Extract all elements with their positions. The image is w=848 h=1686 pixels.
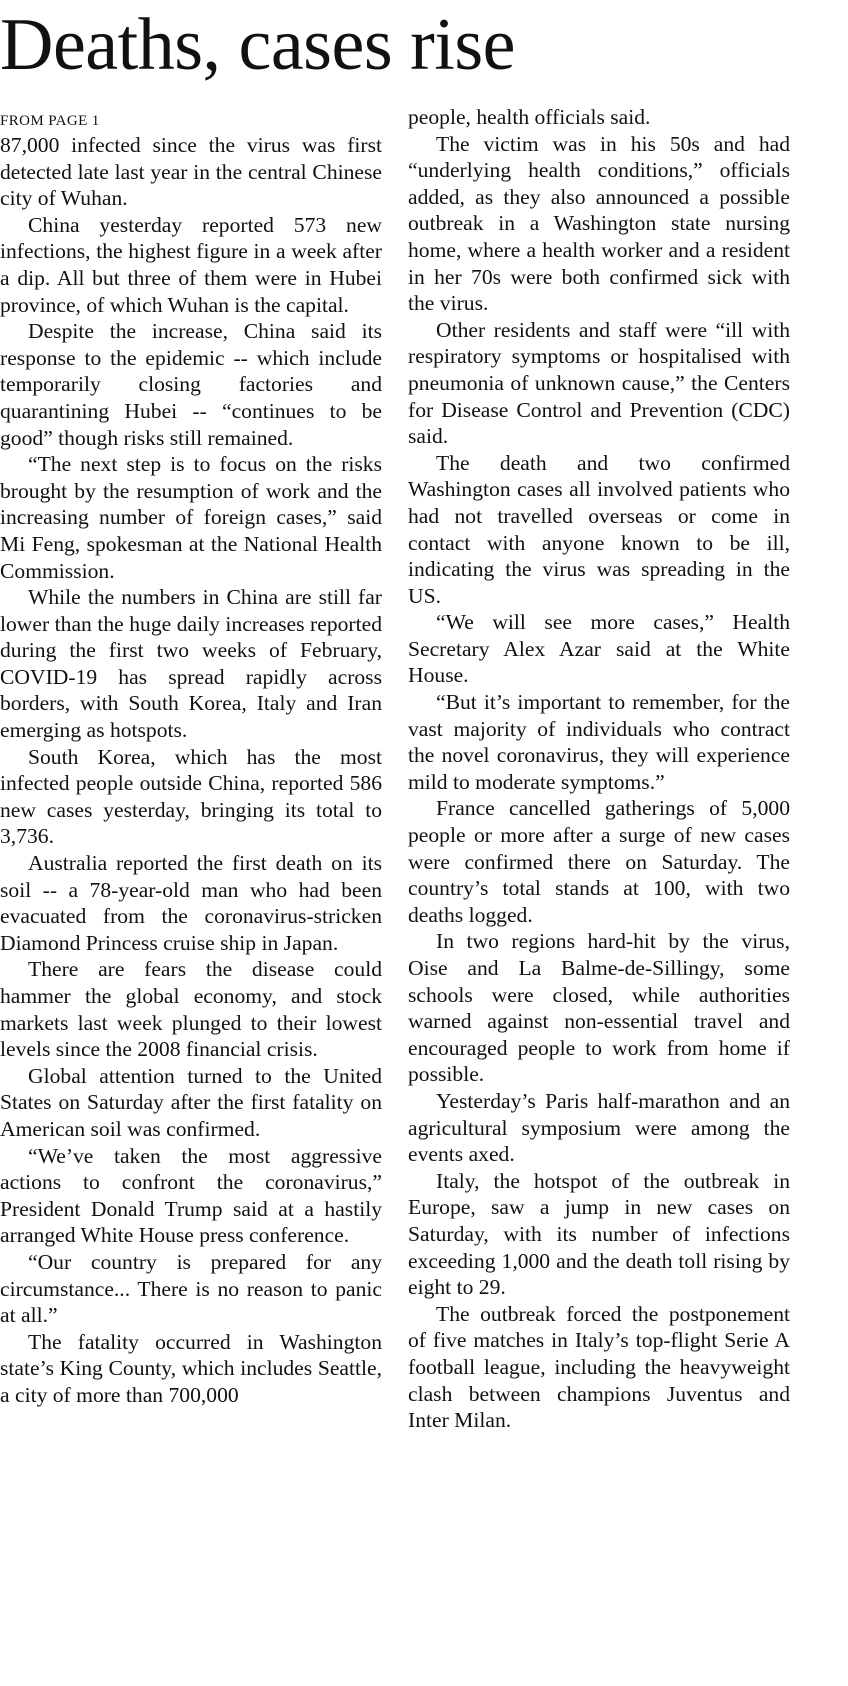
- from-page-kicker: FROM PAGE 1: [0, 113, 100, 129]
- paragraph: The fatality occurred in Washington state’s King County, which includes Seattle, a city of more than 700,000: [0, 1329, 382, 1407]
- paragraph: The death and two confirmed Washington cases all involved patients who had not travelled overseas or come in contact with anyone known to be ill, indicating the virus was spreading in the US.: [408, 450, 790, 608]
- paragraph: France cancelled gatherings of 5,000 people or more after a surge of new cases were confirmed there on Saturday. The country’s total stands at 100, with two deaths logged.: [408, 796, 790, 927]
- paragraph: Other residents and staff were “ill with respiratory symptoms or hospitalised with pneumonia of unknown cause,” the Centers for Disease Control and Prevention (CDC) said.: [408, 317, 790, 449]
- paragraph: “We’ve taken the most aggressive actions to confront the coronavirus,” President Donald Trump said at a hastily arranged White House press conference.: [0, 1143, 382, 1248]
- paragraph: There are fears the disease could hammer the global economy, and stock markets last week plunged to their lowest levels since the 2008 financial crisis.: [0, 957, 382, 1062]
- paragraph: Australia reported the first death on its soil -- a 78-year-old man who had been evacuated from the coronavirus-stricken Diamond Princess cruise ship in Japan.: [0, 851, 382, 955]
- paragraph: Global attention turned to the United States on Saturday after the first fatality on American soil was confirmed.: [0, 1063, 382, 1141]
- paragraph: Italy, the hotspot of the outbreak in Europe, saw a jump in new cases on Saturday, with its number of infections exceeding 1,000 and the death toll rising by eight to 29.: [408, 1168, 790, 1300]
- paragraph: The outbreak forced the postponement of five matches in Italy’s top-flight Serie A football league, including the heavyweight clash between champions Juventus and Inter Milan.: [408, 1301, 790, 1433]
- paragraph: “But it’s important to remember, for the vast majority of individuals who contract the novel coronavirus, they will experience mild to moderate symptoms.”: [408, 690, 790, 794]
- paragraph: China yesterday reported 573 new infections, the highest figure in a week after a dip. All but three of them were in Hubei province, of which Wuhan is the capital.: [0, 212, 382, 317]
- paragraph: 87,000 infected since the virus was first detected late last year in the central Chinese city of Wuhan.: [0, 133, 382, 211]
- paragraph: “The next step is to focus on the risks brought by the resumption of work and the increasing number of foreign cases,” said Mi Feng, spokesman at the National Health Commission.: [0, 452, 382, 583]
- right-column: [408, 104, 790, 1434]
- paragraph: In two regions hard-hit by the virus, Oise and La Balme-de-Sillingy, some schools were closed, while authorities warned against non-essential travel and encouraged people to work from home if possible.: [408, 929, 790, 1087]
- headline: Deaths, cases rise: [0, 4, 515, 86]
- paragraph: people, health officials said.: [408, 105, 651, 129]
- left-column: [0, 104, 382, 1409]
- paragraph: “We will see more cases,” Health Secretary Alex Azar said at the White House.: [408, 610, 790, 688]
- paragraph: Despite the increase, China said its response to the epidemic -- which include temporarily closing factories and quarantining Hubei -- “continues to be good” though risks still remained.: [0, 319, 382, 450]
- paragraph: The victim was in his 50s and had “underlying health conditions,” officials added, as they also announced a possible outbreak in a Washington state nursing home, where a health worker and a resident in her 70s were both confirmed sick with the virus.: [408, 131, 790, 316]
- paragraph: South Korea, which has the most infected people outside China, reported 586 new cases yesterday, bringing its total to 3,736.: [0, 744, 382, 849]
- paragraph: While the numbers in China are still far lower than the huge daily increases reported during the first two weeks of February, COVID-19 has spread rapidly across borders, with South Korea, Italy and Iran emerging as hotspots.: [0, 585, 382, 743]
- paragraph: “Our country is prepared for any circumstance... There is no reason to panic at all.”: [0, 1249, 382, 1328]
- paragraph: Yesterday’s Paris half-marathon and an agricultural symposium were among the events axed.: [408, 1088, 790, 1167]
